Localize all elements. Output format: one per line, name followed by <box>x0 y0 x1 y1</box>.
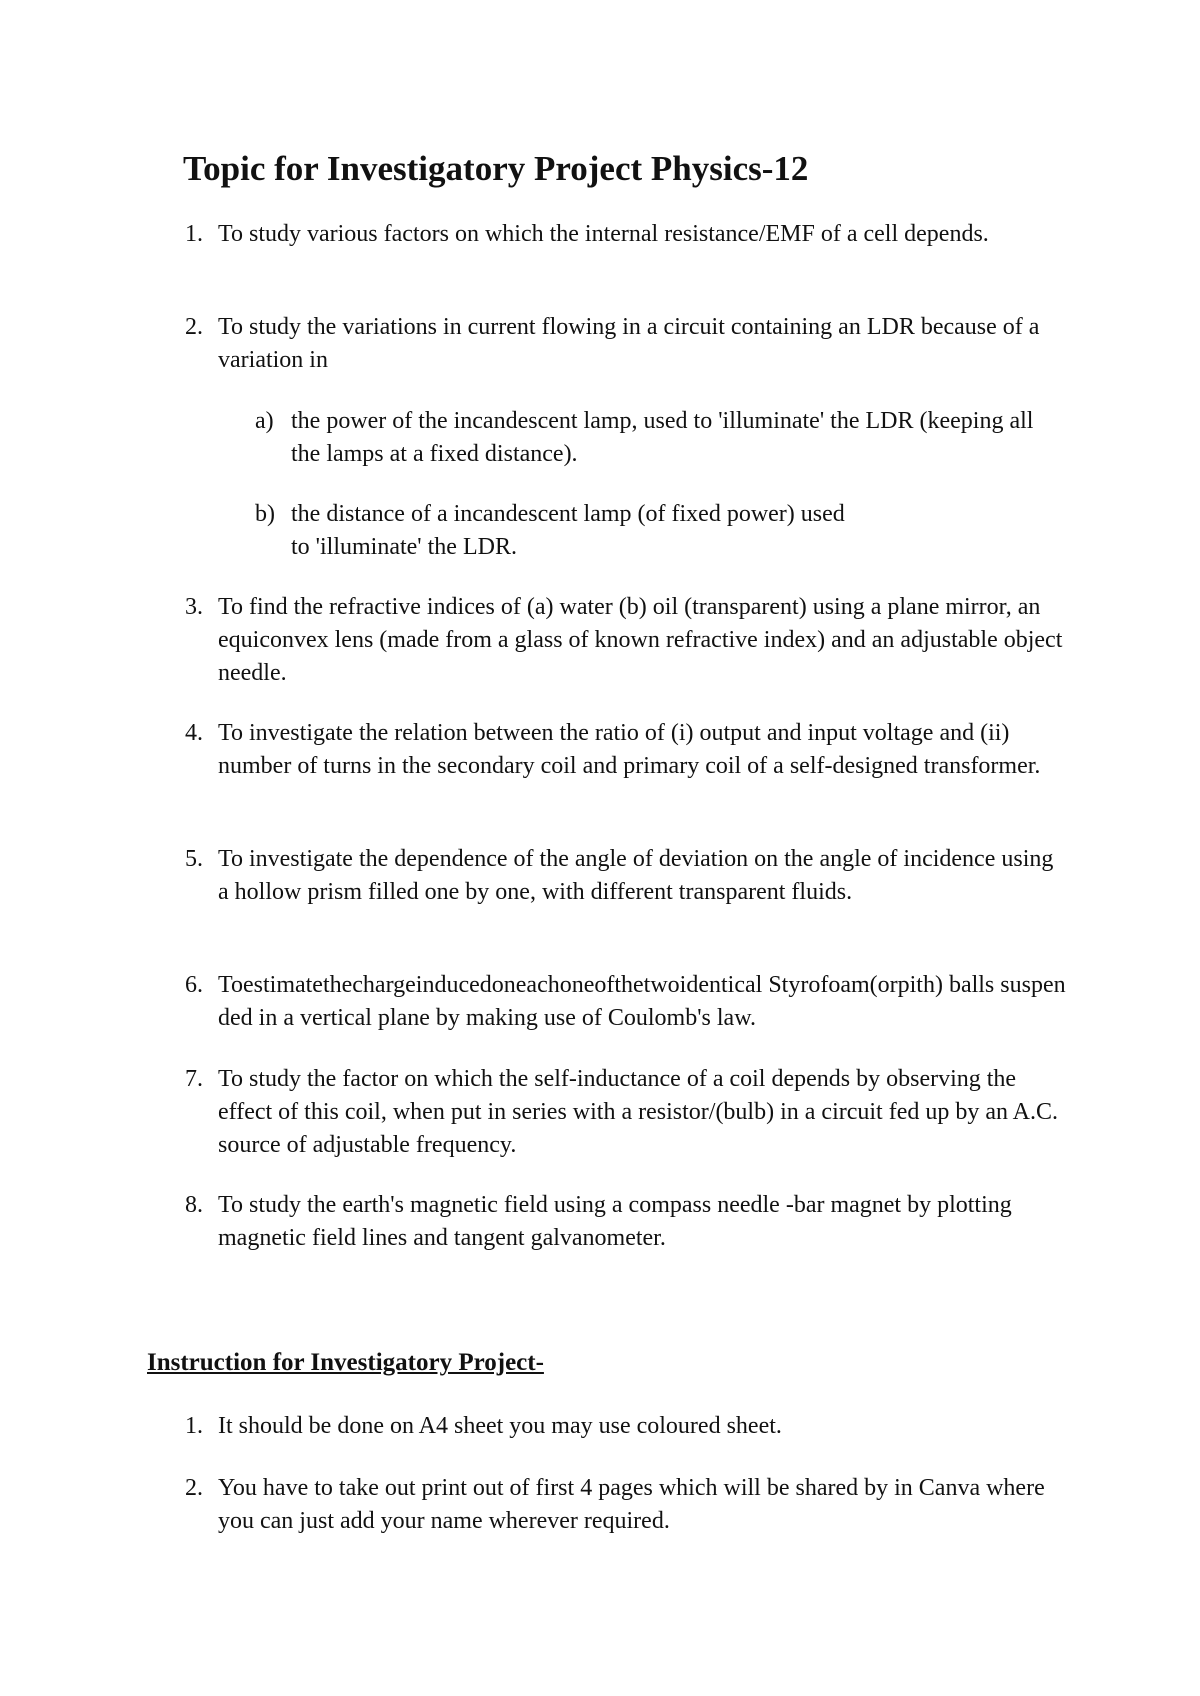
topic-text: To investigate the relation between the ratio of (i) output and input voltage and (ii) number of turns in the secondary coil and primary coil of a self-designed transformer. <box>218 720 1041 779</box>
topic-item-3 <box>163 591 1068 690</box>
topic-text: Toestimatethechargeinducedoneachoneofthetwoidentical Styrofoam(orpith) balls suspended in a vertical plane by making use of Coulomb's law. <box>218 972 1066 1031</box>
subitem-text: the power of the incandescent lamp, used to 'illuminate' the LDR (keeping all the lamps at a fixed distance). <box>291 408 1034 467</box>
topic-number: 6. <box>185 972 203 998</box>
topic-item-1 <box>163 218 1063 251</box>
topic-text: To study various factors on which the internal resistance/EMF of a cell depends. <box>218 221 989 247</box>
topic-number: 1. <box>185 221 203 247</box>
instruction-item-1 <box>163 1410 1068 1443</box>
topic-text: To study the earth's magnetic field using a compass needle -bar magnet by plotting magnetic field lines and tangent galvanometer. <box>218 1192 1012 1251</box>
subitem-label: b) <box>255 501 275 527</box>
topic-text: To find the refractive indices of (a) water (b) oil (transparent) using a plane mirror, an equiconvex lens (made from a glass of known refractive index) and an adjustable object needle. <box>218 594 1063 686</box>
topic-item-2 <box>163 311 1068 377</box>
topic-number: 4. <box>185 720 203 746</box>
instruction-item-2 <box>163 1472 1068 1538</box>
subitem-label: a) <box>255 408 274 434</box>
topic-item-6 <box>163 969 1068 1035</box>
topic-text: To study the factor on which the self-inductance of a coil depends by observing the effect of this coil, when put in series with a resistor/(bulb) in a circuit fed up by an A.C. source of adjustable frequency. <box>218 1066 1059 1158</box>
instruction-number: 1. <box>185 1413 203 1439</box>
topic-text: To investigate the dependence of the angle of deviation on the angle of incidence using a hollow prism filled one by one, with different transparent fluids. <box>218 846 1054 905</box>
topic-number: 3. <box>185 594 203 620</box>
topic-item-4 <box>163 717 1068 783</box>
instructions-heading: Instruction for Investigatory Project- <box>147 1349 544 1376</box>
topic-item-5 <box>163 843 1068 909</box>
topic-text: To study the variations in current flowing in a circuit containing an LDR because of a variation in <box>218 314 1040 373</box>
subitem-a <box>255 405 1055 471</box>
topic-number: 8. <box>185 1192 203 1218</box>
page-title: Topic for Investigatory Project Physics-12 <box>183 149 809 188</box>
topic-number: 5. <box>185 846 203 872</box>
topic-number: 2. <box>185 314 203 340</box>
topic-item-7 <box>163 1063 1068 1162</box>
subitem-text: the distance of a incandescent lamp (of fixed power) used to 'illuminate' the LDR. <box>291 501 845 560</box>
topic-item-8 <box>163 1189 1068 1255</box>
subitem-b <box>255 498 855 564</box>
topic-number: 7. <box>185 1066 203 1092</box>
instruction-number: 2. <box>185 1475 203 1501</box>
instruction-text: You have to take out print out of first 4 pages which will be shared by in Canva where you can just add your name wherever required. <box>218 1475 1045 1534</box>
instruction-text: It should be done on A4 sheet you may use coloured sheet. <box>218 1413 782 1439</box>
